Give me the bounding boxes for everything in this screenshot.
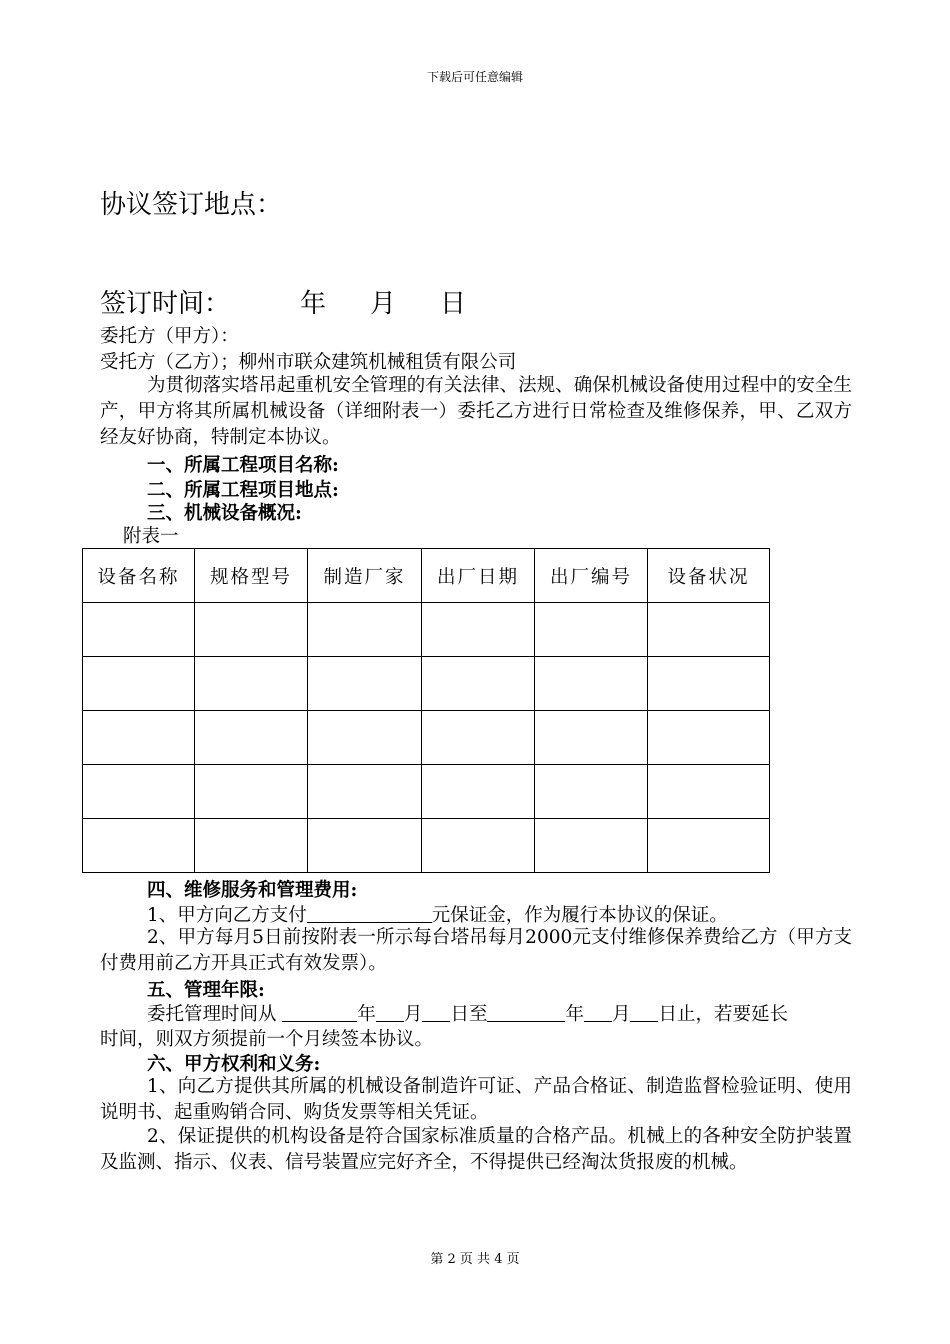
table-cell (308, 657, 422, 711)
section-6-heading: 六、甲方权利和义务: (147, 1054, 321, 1075)
table-cell (422, 819, 535, 873)
term-line-2: 时间，则双方须提前一个月续签本协议。 (100, 1029, 434, 1050)
table-cell (648, 711, 770, 765)
table-cell (648, 765, 770, 819)
table-cell (422, 711, 535, 765)
table-header-cell: 设备状况 (648, 549, 770, 603)
equipment-table (82, 548, 770, 873)
end-year-blank[interactable] (487, 1001, 565, 1022)
table-cell (83, 819, 195, 873)
section-5-heading: 五、管理年限: (147, 980, 265, 1001)
table-row (83, 819, 770, 873)
table-cell (308, 765, 422, 819)
page-header-note: 下载后可任意编辑 (426, 70, 523, 84)
table-header-row (83, 549, 770, 603)
table-cell (308, 819, 422, 873)
table-cell (195, 765, 308, 819)
end-day-blank[interactable] (630, 1001, 658, 1022)
party-a: 委托方（甲方）： (100, 326, 239, 347)
table-cell (308, 603, 422, 657)
signing-year: 年 (300, 289, 327, 319)
term-year-1: 年 (357, 1004, 376, 1025)
table-cell (648, 657, 770, 711)
duty-item-1: 1、向乙方提供其所属的机械设备制造许可证、产品合格证、制造监督检验证明、使用说明书、起重购销合同、购货发票等相关凭证。 (100, 1076, 852, 1123)
table-cell (195, 819, 308, 873)
table-row (83, 603, 770, 657)
table-header-cell: 设备名称 (83, 549, 195, 603)
table-cell (648, 603, 770, 657)
table-cell (535, 603, 648, 657)
table-header-cell: 规格型号 (195, 549, 308, 603)
term-month-1: 月 (403, 1004, 423, 1025)
intro-paragraph: 为贯彻落实塔吊起重机安全管理的有关法律、法规、确保机械设备使用过程中的安全生产，甲方将其所属机械设备（详细附表一）委托乙方进行日常检查及维修保养，甲、乙双方经友好协商，特制定本协议。 (100, 375, 852, 448)
table-cell (83, 711, 195, 765)
end-month-blank[interactable] (584, 1001, 612, 1022)
term-day-to: 日至 (450, 1004, 488, 1025)
signing-time-label: 签订时间： (100, 289, 231, 319)
table-cell (308, 711, 422, 765)
fee-item-1-suffix: 元保证金，作为履行本协议的保证。 (431, 905, 728, 926)
duty-item-2: 2、保证提供的机构设备是符合国家标准质量的合格产品。机械上的各种安全防护装置及监测、指示、仪表、信号装置应完好齐全，不得提供已经淘汰货报废的机械。 (100, 1126, 852, 1173)
deposit-blank[interactable] (307, 902, 432, 923)
term-month-2: 月 (611, 1004, 631, 1025)
table-cell (195, 711, 308, 765)
table-cell (83, 603, 195, 657)
section-2-heading: 二、所属工程项目地点: (147, 480, 339, 501)
start-year-blank[interactable] (282, 1001, 357, 1022)
fee-item-2: 2、甲方每月5日前按附表一所示每台塔吊每月2000元支付维修保养费给乙方（甲方支付费用前乙方开具正式有效发票）。 (100, 927, 852, 974)
fee-item-1 (147, 901, 728, 927)
table-header-cell: 出厂日期 (422, 549, 535, 603)
table-cell (535, 819, 648, 873)
term-year-2: 年 (565, 1004, 584, 1025)
table-cell (195, 603, 308, 657)
table-header-cell: 制造厂家 (308, 549, 422, 603)
section-3-heading: 三、机械设备概况: (147, 503, 302, 524)
attachment-label: 附表一 (123, 526, 179, 547)
signing-month: 月 (370, 289, 397, 319)
term-line (147, 1000, 788, 1026)
table-cell (422, 657, 535, 711)
table-cell (422, 603, 535, 657)
signing-day: 日 (440, 289, 467, 319)
section-1-heading: 一、所属工程项目名称: (147, 455, 339, 476)
signing-time-row (100, 283, 466, 320)
table-cell (195, 657, 308, 711)
table-cell (535, 657, 648, 711)
table-row (83, 711, 770, 765)
table-row (83, 657, 770, 711)
table-cell (422, 765, 535, 819)
table-cell (535, 765, 648, 819)
fee-item-1-text: 1、甲方向乙方支付 (147, 905, 307, 926)
start-day-blank[interactable] (422, 1001, 450, 1022)
term-prefix: 委托管理时间从 (147, 1004, 277, 1025)
table-cell (83, 657, 195, 711)
table-row (83, 765, 770, 819)
signing-place-label: 协议签订地点： (100, 190, 283, 220)
term-day-end: 日止，若要延长 (658, 1004, 788, 1025)
table-cell (83, 765, 195, 819)
table-cell (648, 819, 770, 873)
party-b: 受托方（乙方）；柳州市联众建筑机械租赁有限公司 (100, 352, 517, 373)
table-cell (535, 711, 648, 765)
page-footer: 第 2 页 共 4 页 (430, 1252, 520, 1267)
section-4-heading: 四、维修服务和管理费用: (147, 880, 358, 901)
start-month-blank[interactable] (376, 1001, 404, 1022)
table-header-cell: 出厂编号 (535, 549, 648, 603)
